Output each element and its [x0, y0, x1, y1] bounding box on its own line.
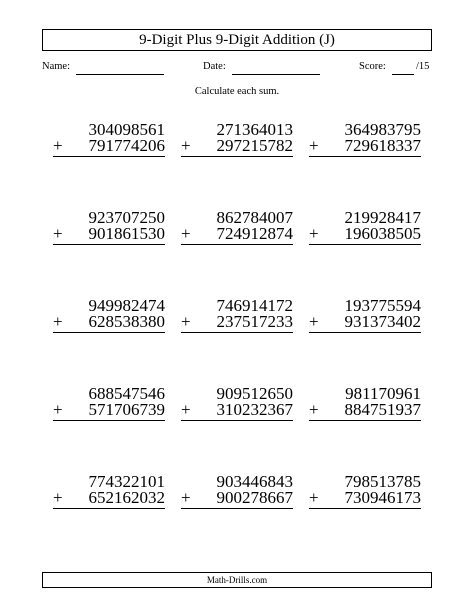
- problem-12: [309, 385, 421, 425]
- sum-line: [53, 156, 165, 157]
- problem-10: [53, 385, 165, 425]
- addend-top: 798513785: [344, 472, 421, 491]
- score-total: /15: [416, 61, 430, 72]
- problem-15: [309, 473, 421, 513]
- addend-bottom: 237517233: [216, 312, 293, 331]
- problem-13: [53, 473, 165, 513]
- sum-line: [309, 420, 421, 421]
- sum-line: [181, 332, 293, 333]
- addend-top: 364983795: [344, 120, 421, 139]
- problem-6: [309, 209, 421, 249]
- plus-sign: +: [53, 312, 63, 331]
- sum-line: [309, 156, 421, 157]
- name-blank[interactable]: [76, 74, 164, 75]
- sum-line: [181, 420, 293, 421]
- plus-sign: +: [181, 400, 191, 419]
- addend-top: 304098561: [88, 120, 165, 139]
- sum-line: [181, 244, 293, 245]
- sum-line: [181, 508, 293, 509]
- problem-14: [181, 473, 293, 513]
- problem-5: [181, 209, 293, 249]
- plus-sign: +: [53, 400, 63, 419]
- addend-top: 903446843: [216, 472, 293, 491]
- addend-top: 271364013: [216, 120, 293, 139]
- addend-bottom: 729618337: [344, 136, 421, 155]
- problem-11: [181, 385, 293, 425]
- sum-line: [53, 244, 165, 245]
- addend-top: 981170961: [345, 384, 421, 403]
- score-label: Score:: [359, 61, 386, 72]
- footer-text: Math-Drills.com: [206, 574, 268, 585]
- plus-sign: +: [309, 400, 319, 419]
- addend-bottom: 931373402: [344, 312, 421, 331]
- plus-sign: +: [181, 224, 191, 243]
- addend-top: 923707250: [88, 208, 165, 227]
- problem-7: [53, 297, 165, 337]
- addend-top: 949982474: [88, 296, 165, 315]
- addend-top: 909512650: [216, 384, 293, 403]
- addend-bottom: 310232367: [216, 400, 293, 419]
- plus-sign: +: [309, 488, 319, 507]
- problem-2: [181, 121, 293, 161]
- worksheet-title-box: [42, 29, 432, 51]
- problem-9: [309, 297, 421, 337]
- addend-top: 774322101: [88, 472, 165, 491]
- plus-sign: +: [53, 224, 63, 243]
- addend-bottom: 900278667: [216, 488, 293, 507]
- problem-1: [53, 121, 165, 161]
- addend-bottom: 724912874: [216, 224, 293, 243]
- sum-line: [53, 420, 165, 421]
- addend-top: 862784007: [216, 208, 293, 227]
- plus-sign: +: [181, 136, 191, 155]
- plus-sign: +: [53, 488, 63, 507]
- addend-bottom: 884751937: [344, 400, 421, 419]
- addend-bottom: 652162032: [88, 488, 165, 507]
- worksheet-title: 9-Digit Plus 9-Digit Addition (J): [139, 31, 335, 48]
- addend-top: 219928417: [344, 208, 421, 227]
- sum-line: [309, 332, 421, 333]
- plus-sign: +: [309, 312, 319, 331]
- addend-top: 746914172: [216, 296, 293, 315]
- addend-bottom: 730946173: [344, 488, 421, 507]
- addend-top: 193775594: [344, 296, 421, 315]
- name-label: Name:: [42, 61, 70, 72]
- date-blank[interactable]: [232, 74, 320, 75]
- addend-bottom: 571706739: [88, 400, 165, 419]
- plus-sign: +: [309, 136, 319, 155]
- footer-box: [42, 572, 432, 588]
- problem-8: [181, 297, 293, 337]
- sum-line: [53, 508, 165, 509]
- addend-top: 688547546: [88, 384, 165, 403]
- date-label: Date:: [203, 61, 226, 72]
- instructions: Calculate each sum.: [194, 86, 280, 97]
- addend-bottom: 196038505: [344, 224, 421, 243]
- addend-bottom: 628538380: [88, 312, 165, 331]
- addend-bottom: 297215782: [216, 136, 293, 155]
- header-info-row: [0, 62, 474, 78]
- plus-sign: +: [181, 488, 191, 507]
- plus-sign: +: [181, 312, 191, 331]
- problem-4: [53, 209, 165, 249]
- sum-line: [53, 332, 165, 333]
- sum-line: [309, 508, 421, 509]
- addend-bottom: 901861530: [88, 224, 165, 243]
- plus-sign: +: [309, 224, 319, 243]
- sum-line: [309, 244, 421, 245]
- score-blank[interactable]: [392, 74, 414, 75]
- addend-bottom: 791774206: [88, 136, 165, 155]
- sum-line: [181, 156, 293, 157]
- plus-sign: +: [53, 136, 63, 155]
- problem-3: [309, 121, 421, 161]
